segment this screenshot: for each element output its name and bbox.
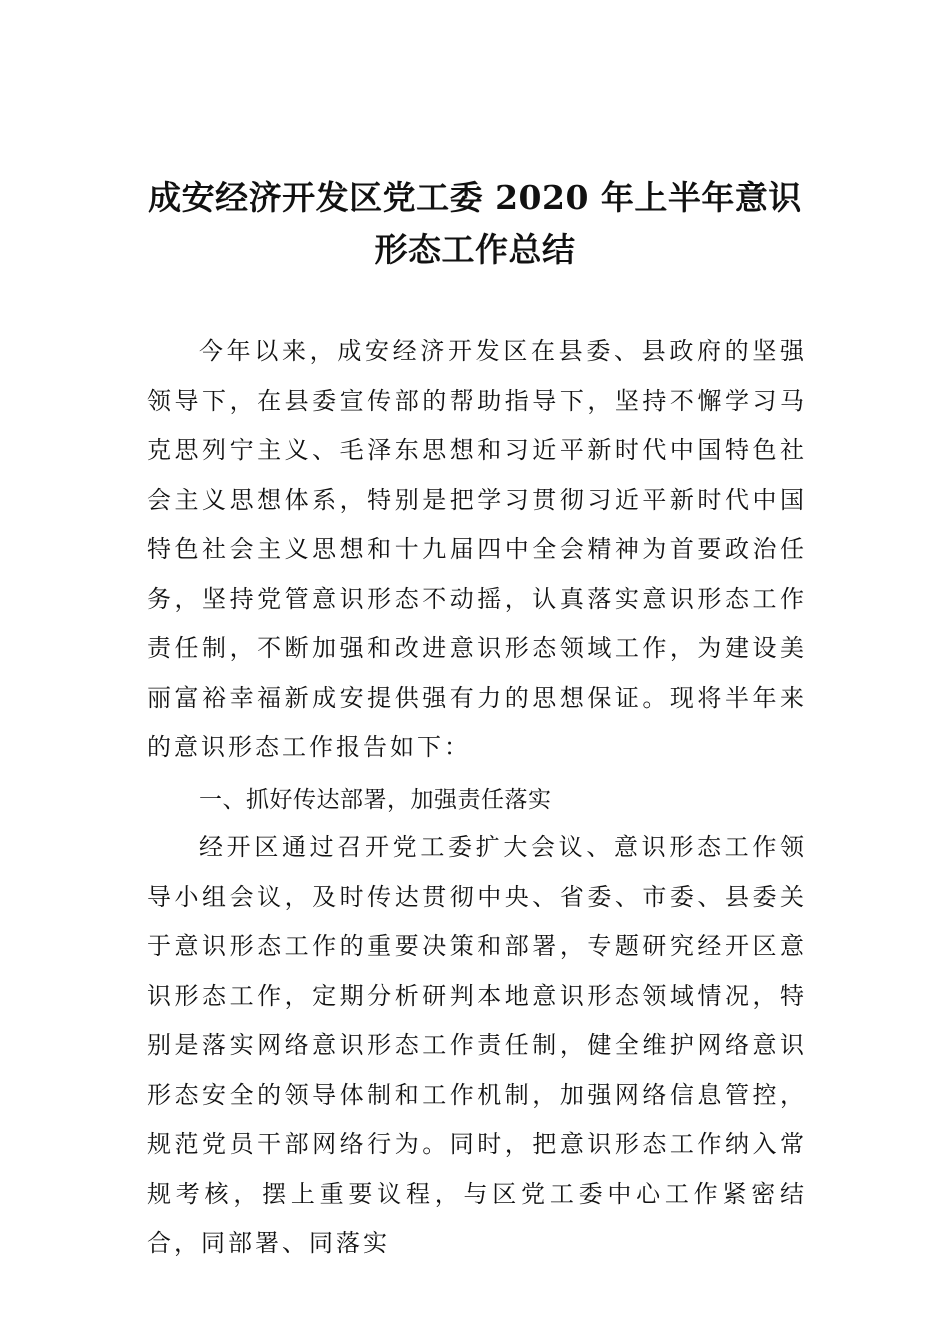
intro-paragraph: 今年以来，成安经济开发区在县委、县政府的坚强领导下，在县委宣传部的帮助指导下，坚持不懈学习马克思列宁主义、毛泽东思想和习近平新时代中国特色社会主义思想体系，特别是把学习贯彻习近平新时代中国特色社会主义思想和十九届四中全会精神为首要政治任务，坚持党管意识形态不动摇，认真落实意识形态工作责任制，不断加强和改进意识形态领域工作，为建设美丽富裕幸福新成安提供强有力的思想保证。现将半年来的意识形态工作报告如下：	[147, 337, 807, 761]
section-1-heading: 一、抓好传达部署，加强责任落实	[199, 787, 552, 813]
intro-section	[147, 327, 807, 773]
document-title	[140, 172, 810, 276]
document-title-line-2: 形态工作总结	[374, 230, 576, 269]
section-1-body	[147, 823, 807, 1269]
section-1-heading-block	[147, 776, 807, 826]
document-title-line-1: 成安经济开发区党工委 2020 年上半年意识	[148, 178, 802, 217]
section-1-paragraph: 经开区通过召开党工委扩大会议、意识形态工作领导小组会议，及时传达贯彻中央、省委、市委、县委关于意识形态工作的重要决策和部署，专题研究经开区意识形态工作，定期分析研判本地意识形态领域情况，特别是落实网络意识形态工作责任制，健全维护网络意识形态安全的领导体制和工作机制，加强网络信息管控，规范党员干部网络行为。同时，把意识形态工作纳入常规考核，摆上重要议程，与区党工委中心工作紧密结合，同部署、同落实	[147, 833, 807, 1257]
